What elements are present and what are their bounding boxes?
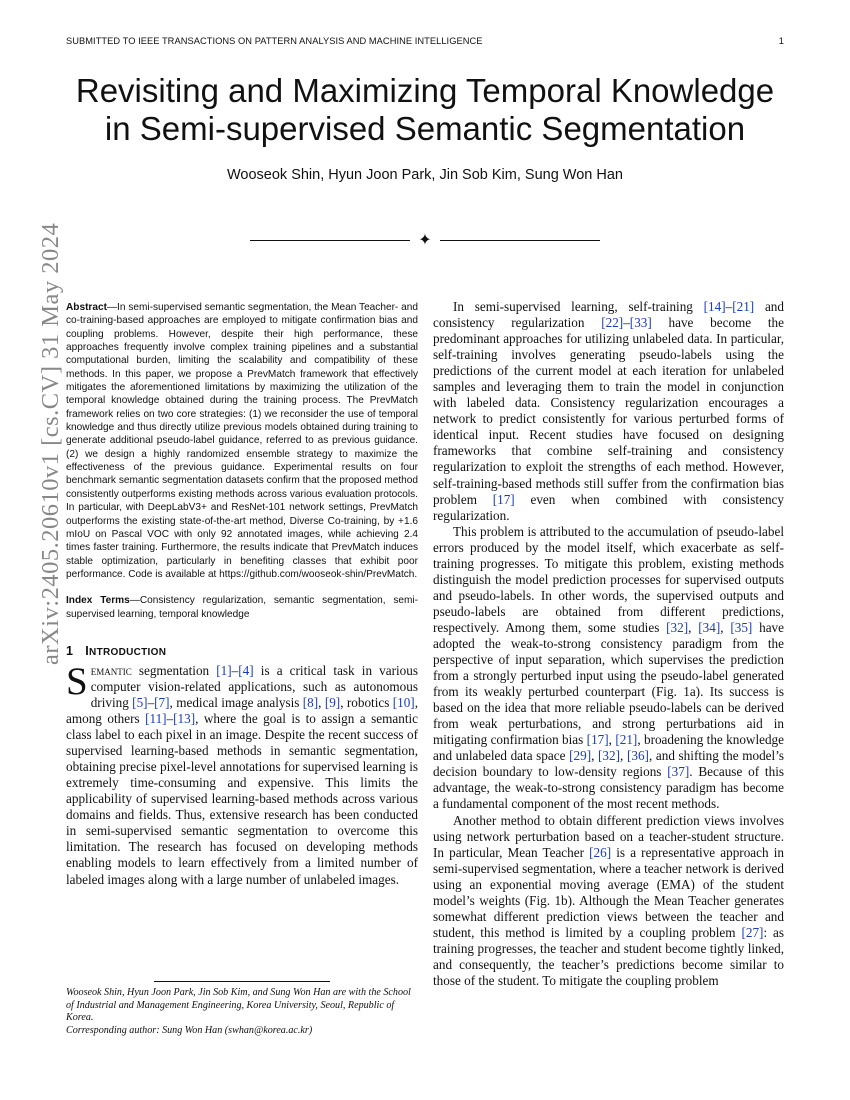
section-title-initial: I (85, 643, 90, 658)
citation-link[interactable]: [32] (666, 619, 689, 635)
citation-link[interactable]: [26] (589, 844, 612, 860)
text-run: . Because of this advantage, the weak-to-strong consistency paradigm has become a fundamental component of the most recent methods. (433, 764, 784, 812)
citation-link[interactable]: [17] (492, 491, 515, 507)
title-divider (250, 231, 600, 251)
introduction-paragraph (66, 659, 419, 888)
text-run: , (620, 748, 627, 764)
paragraph (433, 299, 784, 524)
right-column (433, 299, 784, 989)
text-run: – (231, 662, 239, 678)
citation-link[interactable]: [21] (732, 299, 755, 314)
citation-link[interactable]: [37] (667, 764, 690, 780)
paragraph (433, 813, 784, 990)
citation-link[interactable]: [4] (238, 662, 254, 678)
abstract (66, 301, 418, 581)
text-run: , where the goal is to assign a semantic class label to each pixel in an image. Despite the recent success of supervised learning-based methods in semantic segmentation, obtaining precise pixel-level annotations for supervised learning is extremely time-consuming and expensive. This limits the applicability of supervised learning-based methods across various domains and fields. Thus, extensive research has been conducted in semi-supervised semantic segmentation to overcome this limitation. The research has focused on developing methods enabling models to learn effectively from a limited number of labeled images along with a large number of unlabeled images. (66, 711, 419, 887)
citation-link[interactable]: [9] (324, 695, 341, 710)
citation-link[interactable]: [35] (730, 619, 753, 635)
citation-link[interactable]: [32] (598, 748, 621, 764)
citation-link[interactable]: [5] (132, 695, 148, 710)
citation-link[interactable]: [22] (601, 315, 624, 331)
citation-link[interactable]: [13] (173, 711, 196, 727)
page-number: 1 (778, 36, 784, 46)
text-run: Another method to obtain different prediction views involves using network perturbation based on a teacher-student structure. In particular, Mean Teacher (433, 812, 784, 860)
text-run: , among others (66, 695, 418, 727)
text-run: , (688, 619, 699, 635)
text-run: , medical image analysis (169, 695, 303, 710)
text-run: is a critical task in various computer vision-related applications, such as autonomous driving (90, 662, 418, 710)
citation-link[interactable]: [1] (216, 662, 232, 678)
text-run: segmentation (131, 662, 217, 678)
abstract-label: Abstract (66, 302, 107, 313)
citation-link[interactable]: [10] (392, 695, 415, 710)
author-footnote (66, 987, 418, 1037)
title-line-2: in Semi-supervised Semantic Segmentation (104, 110, 746, 147)
text-run: , (608, 732, 616, 748)
text-run: have adopted the weak-to-strong consistency paradigm from the perspective of input separation, which supervises the prediction from a strongly perturbed input using the pseudo-label generated from its weakly perturbed counterpart (Fig. 1a). Its success is based on the idea that more reliable pseudo-labels can be derived from weak perturbations, and strong perturbations aid in mitigating confirmation bias (433, 619, 785, 748)
text-run: – (623, 315, 630, 331)
footnote-corresponding: Corresponding author: Sung Won Han (swhan@korea.ac.kr) (66, 1024, 313, 1036)
text-run: – (147, 695, 155, 710)
section-number: 1 (66, 643, 74, 658)
text-run: , broadening the knowledge and unlabeled data space (433, 732, 784, 764)
citation-link[interactable]: [8] (302, 695, 319, 710)
index-terms-text: —Consistency regularization, semantic segmentation, semi-supervised learning, temporal knowledge (66, 595, 418, 620)
citation-link[interactable]: [34] (698, 619, 721, 635)
text-run: – (166, 711, 174, 727)
text-run: , (591, 748, 599, 764)
text-run: and consistency regularization (433, 299, 784, 331)
paragraph (433, 524, 784, 813)
text-run: : as training progresses, the teacher and student become tightly linked, and consequently, the teacher’s predictions become similar to those of the student. To mitigate the coupling problem (433, 924, 784, 988)
divider-star-icon: ✦ (418, 230, 432, 249)
footnote-rule (154, 981, 330, 982)
running-header (66, 36, 784, 46)
citation-link[interactable]: [33] (629, 315, 652, 331)
title-line-1: Revisiting and Maximizing Temporal Knowledge (75, 72, 775, 109)
abstract-text: —In semi-supervised semantic segmentation, the Mean Teacher- and co-training-based approaches are employed to mitigate confirmation bias and coupling problems. However, despite their high performance, these approaches frequently involve complex training pipelines and a substantial computational burden, limiting the scalability and compatibility of these methods. In this paper, we propose a PrevMatch framework that effectively mitigates the aforementioned limitations by maximizing the utilization of the temporal knowledge obtained during the training process. The PrevMatch framework relies on two core strategies: (1) we reconsider the use of temporal knowledge and thus directly utilize previous models obtained during training to generate additional pseudo-label guidance, referred to as previous guidance. (2) we design a highly randomized ensemble strategy to maximize the effectiveness of the previous guidance. Experimental results on four benchmark semantic segmentation datasets confirm that the proposed method consistently outperforms existing methods across various evaluation protocols. In particular, with DeepLabV3+ and ResNet-101 network settings, PrevMatch outperforms the existing state-of-the-art method, Diverse Co-training, by +1.6 mIoU on Pascal VOC with only 92 annotated images, while achieving 2.4 times faster training. Furthermore, the results indicate that PrevMatch induces stable optimization, particularly in benefiting classes that exhibit poor performance. Code is available at https://github.com/wooseok-shin/PrevMatch. (66, 302, 418, 580)
divider-line-right (440, 240, 600, 241)
text-run: This problem is attributed to the accumulation of pseudo-label errors produced by the model itself, which exacerbate as self-training progresses. To mitigate this problem, existing methods distinguish the model prediction processes for supervised outputs and pseudo-labels. In other words, the supervised outputs and pseudo-labels are obtained from different predictions, respectively. Among them, some studies (433, 523, 784, 635)
citation-link[interactable]: [17] (586, 732, 609, 748)
arxiv-identifier: arXiv:2405.20610v1 [cs.CV] 31 May 2024 (37, 222, 64, 665)
journal-name: SUBMITTED TO IEEE TRANSACTIONS ON PATTERN ANALYSIS AND MACHINE INTELLIGENCE (66, 36, 483, 46)
left-column (66, 301, 418, 888)
citation-link[interactable]: [11] (145, 711, 167, 727)
paper-title (40, 72, 810, 148)
text-run: In semi-supervised learning, self-training (453, 299, 704, 314)
index-terms-label: Index Terms (66, 595, 130, 607)
citation-link[interactable]: [36] (626, 748, 649, 764)
citation-link[interactable]: [27] (741, 924, 764, 940)
text-run: , and shifting the model’s decision boundary to low-density regions (433, 748, 784, 780)
text-run: is a representative approach in semi-supervised segmentation, where a teacher network is derived using an exponential moving average (EMA) of the student model’s weights (Fig. 1b). Although the Mean Teacher generates somewhat different prediction views between the teacher and student, this method is limited by a coupling problem (433, 844, 784, 940)
section-heading (66, 644, 418, 658)
text-run: , robotics (340, 695, 393, 710)
citation-link[interactable]: [21] (615, 732, 638, 748)
author-list: Wooseok Shin, Hyun Joon Park, Jin Sob Kim, Sung Won Han (226, 167, 623, 183)
citation-link[interactable]: [14] (703, 299, 726, 314)
section-title-rest: NTRODUCTION (89, 646, 167, 658)
index-terms (66, 594, 418, 621)
text-run: – (725, 299, 733, 314)
text-run: even when combined with consistency regularization. (433, 491, 784, 523)
text-run: , (318, 695, 325, 710)
citation-link[interactable]: [29] (569, 748, 592, 764)
drop-cap: S (66, 659, 88, 703)
text-run: , (720, 619, 731, 635)
text-run: have become the predominant approaches for utilizing unlabeled data. In particular, self-training involves generating pseudo-labels using the predictions of the current model at each iteration for unlabeled samples and leveraging them to train the model in conjunction with labeled data. Consistency regularization encourages a network to predict consistently for various perturbed forms of identical input. Recent studies have focused on designing frameworks that combine self-training and consistency regularization to exploit the strengths of each method. However, self-training-based methods still suffer from the confirmation bias problem (433, 315, 784, 507)
citation-link[interactable]: [7] (154, 695, 170, 710)
divider-line-left (250, 240, 410, 241)
footnote-affiliation: Wooseok Shin, Hyun Joon Park, Jin Sob Kim, and Sung Won Han are with the School of Industrial and Management Engineering, Korea University, Seoul, Republic of Korea. (66, 987, 411, 1024)
intro-smallcaps: emantic (90, 662, 132, 678)
